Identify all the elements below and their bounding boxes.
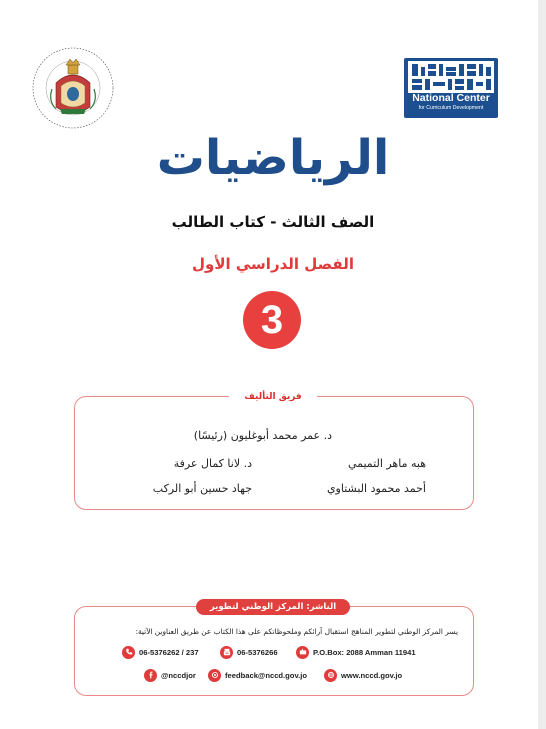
grade-number: 3 bbox=[260, 298, 284, 342]
email-icon bbox=[208, 669, 221, 682]
semester-label: الفصل الدراسي الأول bbox=[192, 255, 354, 273]
author-name: أحمد محمود البشتاوي bbox=[326, 482, 426, 495]
nccd-arabic-logotype bbox=[408, 61, 494, 93]
facebook-handle: @nccdjor bbox=[161, 670, 196, 680]
po-box: P.O.Box: 2088 Amman 11941 bbox=[313, 647, 416, 657]
email-address: feedback@nccd.gov.jo bbox=[225, 670, 307, 680]
contact-fax bbox=[220, 645, 278, 659]
ministry-emblem bbox=[30, 45, 116, 131]
mailbox-icon bbox=[296, 646, 309, 659]
contact-website[interactable] bbox=[324, 668, 402, 682]
contact-mailbox bbox=[296, 645, 416, 659]
page-edge-shadow bbox=[538, 0, 546, 729]
authors-caption: فريق التأليف bbox=[229, 391, 317, 403]
web-icon bbox=[324, 669, 337, 682]
facebook-icon bbox=[144, 669, 157, 682]
phone-icon bbox=[122, 646, 135, 659]
contact-phone bbox=[122, 645, 199, 659]
nccd-logo bbox=[404, 58, 498, 118]
nccd-english-name: National Center bbox=[412, 92, 490, 104]
fax-number: 06-5376266 bbox=[237, 647, 278, 657]
fax-icon bbox=[220, 646, 233, 659]
website-url: www.nccd.gov.jo bbox=[341, 670, 403, 680]
contact-email[interactable] bbox=[208, 668, 307, 682]
grade-number-badge bbox=[243, 291, 301, 349]
publisher-note: يسر المركز الوطني لتطوير المناهج استقبال آرائكم وملحوظاتكم على هذا الكتاب عن طريق العناوين الآتية: bbox=[135, 627, 458, 636]
book-title: الرياضيات bbox=[156, 130, 390, 186]
author-name: هبه ماهر التميمي bbox=[347, 457, 426, 470]
nccd-english-subname: for Curriculum Development bbox=[418, 105, 484, 111]
contact-facebook[interactable] bbox=[144, 668, 196, 682]
phone-number: 06-5376262 / 237 bbox=[139, 647, 199, 657]
book-subtitle: الصف الثالث - كتاب الطالب bbox=[171, 213, 375, 231]
author-chair: د. عمر محمد أبوغليون (رئيسًا) bbox=[193, 429, 332, 442]
author-name: د. لانا كمال عرفة bbox=[173, 457, 252, 470]
author-name: جهاد حسين أبو الركب bbox=[152, 482, 252, 495]
publisher-badge: الناشر: المركز الوطني لتطوير المناهج bbox=[196, 599, 350, 615]
